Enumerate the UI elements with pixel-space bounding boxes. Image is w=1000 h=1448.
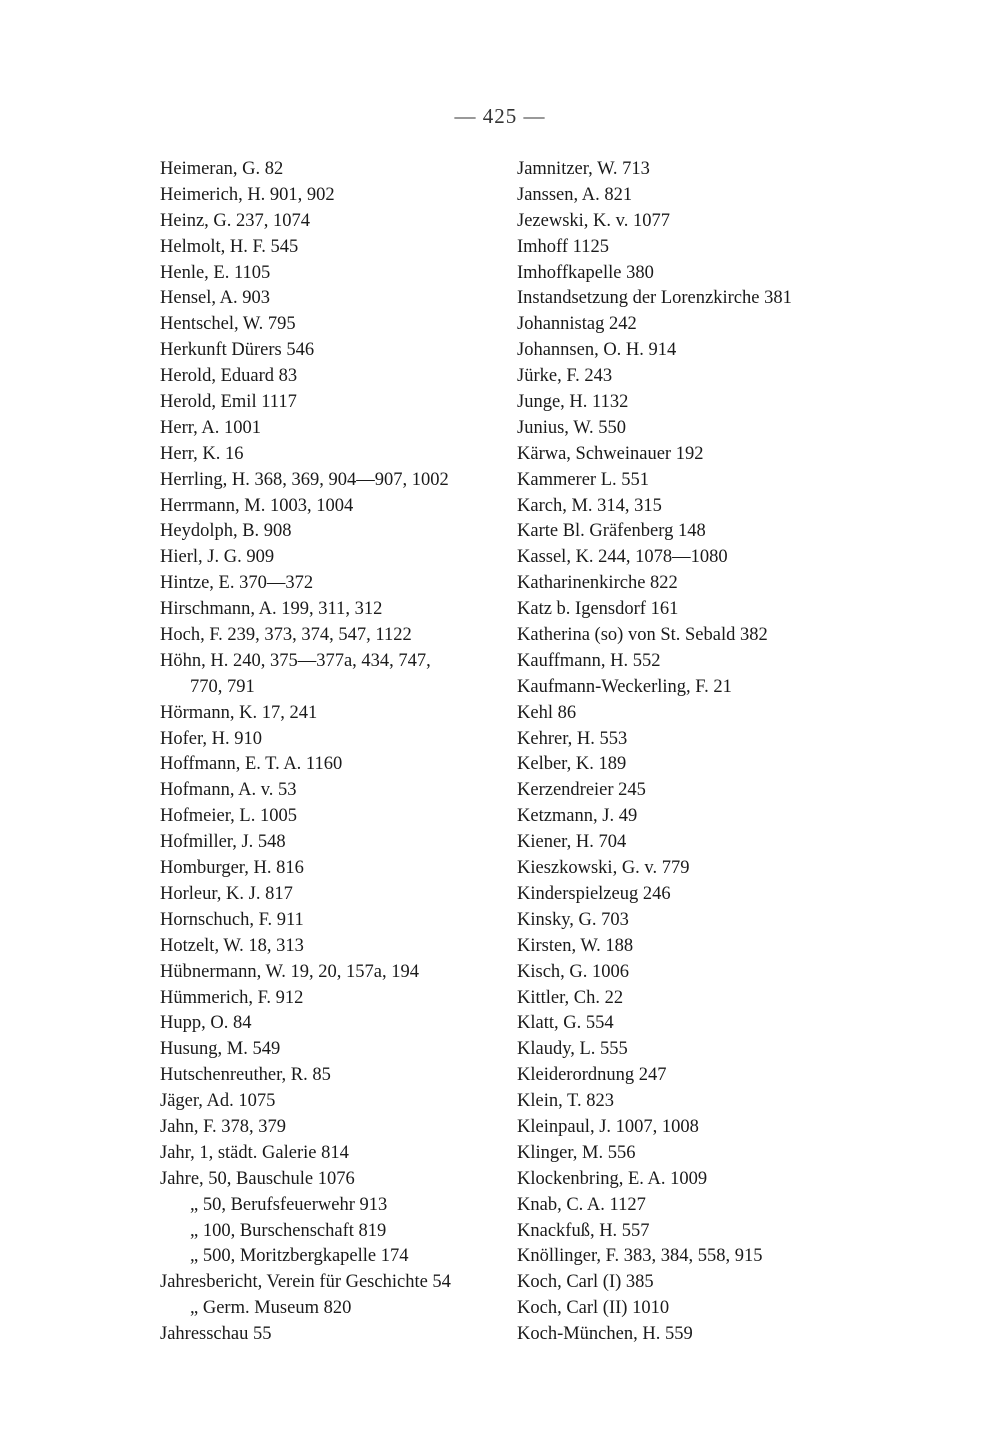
index-entry: Herr, A. 1001 <box>160 417 261 438</box>
index-entry: Jürke, F. 243 <box>517 366 613 387</box>
index-entry: „ 100, Burschenschaft 819 <box>190 1220 387 1241</box>
index-entry: Katherina (so) von St. Sebald 382 <box>517 625 768 646</box>
index-entry: Husung, M. 549 <box>160 1039 281 1060</box>
index-entry: Herr, K. 16 <box>160 443 244 464</box>
index-entry: Horleur, K. J. 817 <box>160 883 293 904</box>
index-entry: Junge, H. 1132 <box>517 392 629 413</box>
index-entry: Karch, M. 314, 315 <box>517 495 662 516</box>
index-entry: Klaudy, L. 555 <box>517 1039 628 1060</box>
index-entry: Kleiderordnung 247 <box>517 1065 667 1086</box>
index-entry: Höhn, H. 240, 375—377a, 434, 747, <box>160 650 431 671</box>
index-entry: Kinderspielzeug 246 <box>517 883 671 904</box>
index-entry: Jahresbericht, Verein für Geschichte 54 <box>160 1272 451 1293</box>
index-entry: Kassel, K. 244, 1078—1080 <box>517 547 728 568</box>
index-entry: Hofmeier, L. 1005 <box>160 806 297 827</box>
index-entry: Hoffmann, E. T. A. 1160 <box>160 754 343 775</box>
index-entry: Instandsetzung der Lorenzkirche 381 <box>517 288 792 309</box>
index-entry: Kisch, G. 1006 <box>517 961 630 982</box>
index-entry: Klockenbring, E. A. 1009 <box>517 1168 708 1189</box>
index-entry: „ Germ. Museum 820 <box>190 1298 352 1319</box>
index-entry: Hübnermann, W. 19, 20, 157a, 194 <box>160 961 419 982</box>
index-entry: Herold, Eduard 83 <box>160 366 298 387</box>
index-entry: Koch, Carl (II) 1010 <box>517 1298 670 1319</box>
index-entry: Klinger, M. 556 <box>517 1142 636 1163</box>
index-entry: Hutschenreuther, R. 85 <box>160 1065 331 1086</box>
index-entry: Hentschel, W. 795 <box>160 314 296 335</box>
index-entry: Knackfuß, H. 557 <box>517 1220 650 1241</box>
index-entry: 770, 791 <box>190 676 255 697</box>
index-entry: Hintze, E. 370—372 <box>160 573 314 594</box>
index-entry: Homburger, H. 816 <box>160 858 304 879</box>
index-entry: Heinz, G. 237, 1074 <box>160 210 311 231</box>
index-entry: Jahr, 1, städt. Galerie 814 <box>160 1142 349 1163</box>
index-entry: Heimeran, G. 82 <box>160 159 284 179</box>
index-entry: Kärwa, Schweinauer 192 <box>517 443 704 464</box>
index-entry: Hirschmann, A. 199, 311, 312 <box>160 599 383 620</box>
index-entry: Jamnitzer, W. 713 <box>517 159 650 179</box>
index-entry: Klein, T. 823 <box>517 1091 614 1112</box>
index-entry: Koch-München, H. 559 <box>517 1324 693 1345</box>
index-entry: Henle, E. 1105 <box>160 262 271 283</box>
index-entry: Heimerich, H. 901, 902 <box>160 184 335 205</box>
index-entry: Karte Bl. Gräfenberg 148 <box>517 521 706 542</box>
index-entry: Hierl, J. G. 909 <box>160 547 275 568</box>
index-entry: Koch, Carl (I) 385 <box>517 1272 654 1293</box>
index-entry: Knab, C. A. 1127 <box>517 1194 646 1215</box>
index-entry: Jäger, Ad. 1075 <box>160 1091 276 1112</box>
index-entry: Knöllinger, F. 383, 384, 558, 915 <box>517 1246 763 1267</box>
index-entry: Hümmerich, F. 912 <box>160 987 304 1008</box>
index-entry: „ 500, Moritzbergkapelle 174 <box>190 1246 409 1267</box>
index-entry: Helmolt, H. F. 545 <box>160 236 299 257</box>
index-entry: Kinsky, G. 703 <box>517 909 629 930</box>
index-entry: Katz b. Igensdorf 161 <box>517 599 679 620</box>
index-entry: Hörmann, K. 17, 241 <box>160 702 318 723</box>
index-entry: Hensel, A. 903 <box>160 288 270 309</box>
index-entry: Kehl 86 <box>517 702 577 723</box>
index-column-right <box>517 157 867 1348</box>
index-entry: Heydolph, B. 908 <box>160 521 292 542</box>
index-entry: Kittler, Ch. 22 <box>517 987 624 1008</box>
index-entry: Imhoff 1125 <box>517 236 609 257</box>
page-number: — 425 — <box>454 104 546 128</box>
index-entry: Herold, Emil 1117 <box>160 392 297 413</box>
index-entry: Hotzelt, W. 18, 313 <box>160 935 304 956</box>
index-entry: Kehrer, H. 553 <box>517 728 628 749</box>
index-entry: Kerzendreier 245 <box>517 780 646 801</box>
index-entry: Hornschuch, F. 911 <box>160 909 304 930</box>
index-entry: Hofmann, A. v. 53 <box>160 780 297 801</box>
index-entry: Ketzmann, J. 49 <box>517 806 638 827</box>
index-entry: Hoch, F. 239, 373, 374, 547, 1122 <box>160 625 412 646</box>
index-column-left <box>160 157 500 1348</box>
index-entry: Imhoffkapelle 380 <box>517 262 654 283</box>
index-entry: Janssen, A. 821 <box>517 184 633 205</box>
index-entry: Kauffmann, H. 552 <box>517 650 661 671</box>
index-entry: „ 50, Berufsfeuerwehr 913 <box>190 1194 388 1215</box>
index-entry: Herkunft Dürers 546 <box>160 340 315 361</box>
index-entry: Hofer, H. 910 <box>160 728 263 749</box>
index-entry: Kammerer L. 551 <box>517 469 650 490</box>
index-entry: Jahre, 50, Bauschule 1076 <box>160 1168 355 1189</box>
index-entry: Hupp, O. 84 <box>160 1013 252 1034</box>
index-entry: Kieszkowski, G. v. 779 <box>517 858 690 879</box>
index-entry: Jahresschau 55 <box>160 1324 272 1345</box>
index-entry: Herrling, H. 368, 369, 904—907, 1002 <box>160 469 449 490</box>
index-entry: Kiener, H. 704 <box>517 832 627 853</box>
index-entry: Herrmann, M. 1003, 1004 <box>160 495 354 516</box>
index-entry: Johannistag 242 <box>517 314 637 335</box>
index-entry: Klatt, G. 554 <box>517 1013 614 1034</box>
index-entry: Jahn, F. 378, 379 <box>160 1116 286 1137</box>
index-entry: Johannsen, O. H. 914 <box>517 340 677 361</box>
index-entry: Hofmiller, J. 548 <box>160 832 286 853</box>
index-entry: Junius, W. 550 <box>517 417 626 438</box>
index-entry: Kirsten, W. 188 <box>517 935 634 956</box>
index-entry: Katharinenkirche 822 <box>517 573 678 594</box>
index-entry: Jezewski, K. v. 1077 <box>517 210 670 231</box>
index-entry: Kelber, K. 189 <box>517 754 627 775</box>
index-entry: Kleinpaul, J. 1007, 1008 <box>517 1116 699 1137</box>
index-entry: Kaufmann-Weckerling, F. 21 <box>517 676 732 697</box>
